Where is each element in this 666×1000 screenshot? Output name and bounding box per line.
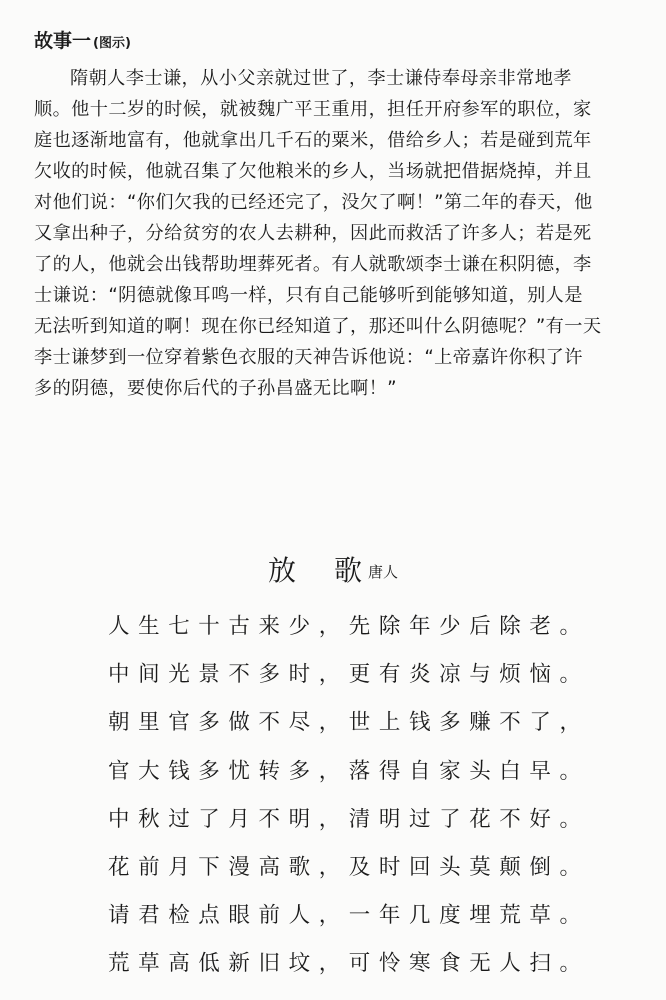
story-paragraph-line: 李士谦梦到一位穿着紫色衣服的天神告诉他说：“上帝嘉许你积了许 — [34, 347, 583, 368]
poem-line: 人生七十古来少，先除年少后除老。 — [108, 614, 590, 639]
poem-body — [108, 603, 648, 989]
poem-title-char-1: 放 — [267, 554, 296, 587]
poem-line: 官大钱多忧转多，落得自家头白早。 — [108, 758, 590, 784]
poem-line: 荒草高低新旧坟，可怜寒食无人扫。 — [108, 951, 590, 977]
story-paragraph-line: 顺。他十二岁的时候，就被魏广平王重用，担任开府参军的职位，家 — [34, 99, 592, 120]
story-paragraph-line: 多的阴德，要使你后代的子孙昌盛无比啊！” — [34, 378, 397, 399]
poem-title — [0, 551, 666, 592]
story-paragraph-line: 了的人，他就会出钱帮助埋葬死者。有人就歌颂李士谦在积阴德，李 — [34, 254, 592, 275]
story-paragraph-line: 欠收的时候，他就召集了欠他粮米的乡人，当场就把借据烧掉，并且 — [34, 161, 592, 182]
story-paragraph-line: 庭也逐渐地富有，他就拿出几千石的粟米，借给乡人；若是碰到荒年 — [34, 130, 592, 151]
story-title: 故事一 — [34, 30, 92, 52]
poem-line: 请君检点眼前人，一年几度埋荒草。 — [108, 903, 590, 929]
story-paragraph-line: 对他们说：“你们欠我的已经还完了，没欠了啊！”第二年的春天，他 — [34, 192, 593, 213]
poem-line: 花前月下漫高歌，及时回头莫颠倒。 — [108, 854, 590, 880]
poem-title-char-2: 歌 — [333, 554, 362, 587]
poem-line: 朝里官多做不尽，世上钱多赚不了， — [108, 710, 590, 736]
story-paragraph-line: 士谦说：“阴德就像耳鸣一样，只有自己能够听到能够知道，别人是 — [34, 285, 583, 306]
story-paragraph-line: 又拿出种子，分给贫穷的农人去耕种，因此而救活了许多人；若是死 — [34, 223, 592, 244]
story-section — [34, 28, 638, 404]
poem-author: 唐人 — [368, 563, 399, 581]
poem-line: 中间光景不多时，更有炎凉与烦恼。 — [108, 662, 590, 688]
story-title-note: (图示) — [93, 36, 131, 51]
story-paragraph-line: 无法听到知道的啊！现在你已经知道了，那还叫什么阴德呢？”有一天 — [34, 316, 602, 337]
poem-line: 中秋过了月不明，清明过了花不好。 — [108, 806, 590, 832]
story-heading — [34, 28, 638, 57]
story-paragraph-line: 隋朝人李士谦，从小父亲就过世了，李士谦侍奉母亲非常地孝 — [70, 68, 572, 89]
